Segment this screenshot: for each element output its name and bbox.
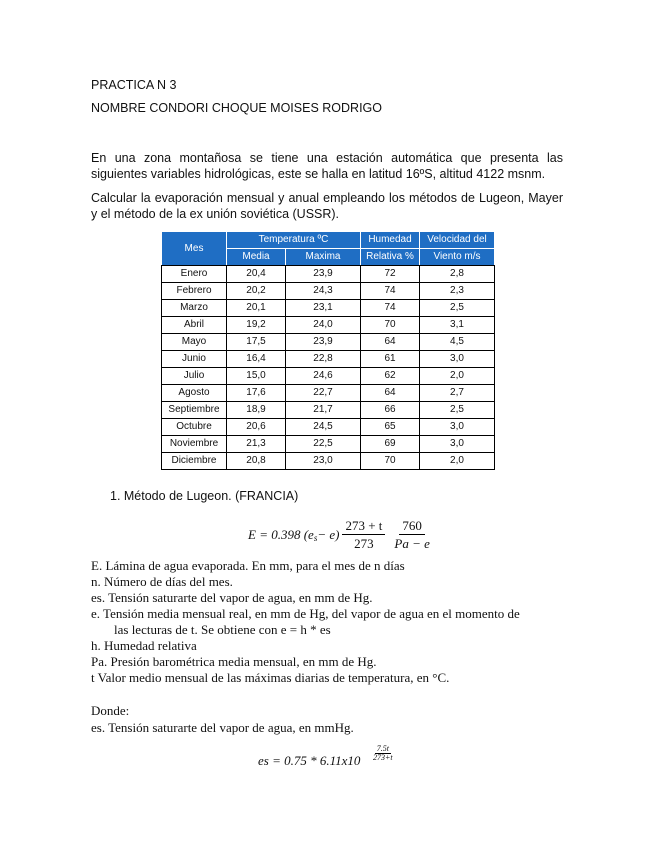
cell-humedad: 61 <box>361 351 420 368</box>
definition-n: n. Número de días del mes. <box>91 574 233 589</box>
header-temperatura: Temperatura ºC <box>227 232 361 249</box>
table-row <box>162 300 495 317</box>
cell-media: 17,6 <box>227 385 286 402</box>
cell-maxima: 22,5 <box>286 436 361 453</box>
lugeon-formula <box>248 517 436 552</box>
definition-es: es. Tensión saturarte del vapor de agua, en mm de Hg. <box>91 590 373 605</box>
header-media: Media <box>227 249 286 266</box>
cell-humedad: 69 <box>361 436 420 453</box>
exponent-denominator: 273+t <box>373 753 393 762</box>
cell-humedad: 64 <box>361 334 420 351</box>
cell-humedad: 62 <box>361 368 420 385</box>
cell-humedad: 70 <box>361 317 420 334</box>
cell-viento: 2,5 <box>420 300 495 317</box>
fraction-1-numerator: 273 + t <box>342 517 385 535</box>
cell-viento: 2,7 <box>420 385 495 402</box>
cell-mes: Noviembre <box>162 436 227 453</box>
cell-mes: Diciembre <box>162 453 227 470</box>
cell-viento: 2,3 <box>420 283 495 300</box>
cell-maxima: 21,7 <box>286 402 361 419</box>
cell-viento: 3,0 <box>420 436 495 453</box>
cell-viento: 3,0 <box>420 419 495 436</box>
table-row <box>162 368 495 385</box>
cell-viento: 4,5 <box>420 334 495 351</box>
cell-mes: Julio <box>162 368 227 385</box>
header-velocidad: Velocidad del <box>420 232 495 249</box>
intro-paragraph-2: Calcular la evaporación mensual y anual empleando los métodos de Lugeon, Mayer y el método de la ex unión soviética (USSR). <box>91 191 563 221</box>
cell-maxima: 23,0 <box>286 453 361 470</box>
cell-maxima: 23,9 <box>286 266 361 283</box>
cell-media: 20,6 <box>227 419 286 436</box>
cell-mes: Junio <box>162 351 227 368</box>
formula-subscript: s <box>313 532 318 543</box>
header-maxima: Maxima <box>286 249 361 266</box>
cell-mes: Octubre <box>162 419 227 436</box>
definition-t: t Valor medio mensual de las máximas diarias de temperatura, en °C. <box>91 670 450 685</box>
table-row <box>162 419 495 436</box>
table-row <box>162 266 495 283</box>
cell-mes: Septiembre <box>162 402 227 419</box>
fraction-2-numerator: 760 <box>399 517 425 535</box>
header-viento-unit: Viento m/s <box>420 249 495 266</box>
cell-viento: 2,8 <box>420 266 495 283</box>
practice-title: PRACTICA N 3 <box>91 78 177 92</box>
cell-humedad: 65 <box>361 419 420 436</box>
cell-media: 18,9 <box>227 402 286 419</box>
cell-maxima: 23,1 <box>286 300 361 317</box>
formula-lhs: E = 0.398 (e <box>248 526 314 542</box>
table-row <box>162 334 495 351</box>
definition-e: e. Tensión media mensual real, en mm de Hg, del vapor de agua en el momento de <box>91 606 520 621</box>
cell-viento: 2,5 <box>420 402 495 419</box>
cell-maxima: 24,5 <box>286 419 361 436</box>
cell-humedad: 66 <box>361 402 420 419</box>
header-humedad-unit: Relativa % <box>361 249 420 266</box>
cell-mes: Abril <box>162 317 227 334</box>
cell-maxima: 24,0 <box>286 317 361 334</box>
table-row <box>162 283 495 300</box>
method-heading: 1. Método de Lugeon. (FRANCIA) <box>110 489 299 503</box>
cell-mes: Agosto <box>162 385 227 402</box>
student-name: NOMBRE CONDORI CHOQUE MOISES RODRIGO <box>91 101 382 115</box>
cell-media: 15,0 <box>227 368 286 385</box>
cell-media: 19,2 <box>227 317 286 334</box>
formula2-base: es = 0.75 * 6.11x10 <box>258 753 361 768</box>
cell-media: 20,8 <box>227 453 286 470</box>
cell-media: 20,2 <box>227 283 286 300</box>
climate-data-table <box>161 231 495 470</box>
cell-media: 16,4 <box>227 351 286 368</box>
cell-viento: 3,0 <box>420 351 495 368</box>
formula-rest: − e) <box>317 526 340 542</box>
cell-viento: 2,0 <box>420 453 495 470</box>
cell-humedad: 74 <box>361 300 420 317</box>
donde-label: Donde: <box>91 703 130 718</box>
cell-mes: Febrero <box>162 283 227 300</box>
table-row <box>162 436 495 453</box>
cell-viento: 3,1 <box>420 317 495 334</box>
table-row <box>162 385 495 402</box>
cell-media: 20,4 <box>227 266 286 283</box>
cell-humedad: 74 <box>361 283 420 300</box>
cell-mes: Enero <box>162 266 227 283</box>
definition-h: h. Humedad relativa <box>91 638 197 653</box>
table-row <box>162 317 495 334</box>
fraction-temperature <box>342 517 385 552</box>
fraction-pressure <box>391 517 432 552</box>
formula2-exponent <box>371 745 395 762</box>
cell-maxima: 24,3 <box>286 283 361 300</box>
cell-media: 21,3 <box>227 436 286 453</box>
cell-mes: Mayo <box>162 334 227 351</box>
definition-E: E. Lámina de agua evaporada. En mm, para el mes de n días <box>91 558 405 573</box>
fraction-2-denominator: Pa − e <box>394 536 430 551</box>
table-row <box>162 402 495 419</box>
cell-mes: Marzo <box>162 300 227 317</box>
definitions-list <box>91 558 571 686</box>
exponent-numerator: 7.5t <box>376 744 389 753</box>
cell-humedad: 70 <box>361 453 420 470</box>
donde-es-definition: es. Tensión saturarte del vapor de agua, en mmHg. <box>91 720 354 735</box>
cell-viento: 2,0 <box>420 368 495 385</box>
table-row <box>162 453 495 470</box>
definition-Pa: Pa. Presión barométrica media mensual, en mm de Hg. <box>91 654 377 669</box>
header-mes: Mes <box>162 232 227 266</box>
cell-humedad: 64 <box>361 385 420 402</box>
cell-maxima: 23,9 <box>286 334 361 351</box>
header-humedad: Humedad <box>361 232 420 249</box>
fraction-1-denominator: 273 <box>354 536 374 551</box>
cell-media: 20,1 <box>227 300 286 317</box>
cell-maxima: 22,8 <box>286 351 361 368</box>
cell-maxima: 22,7 <box>286 385 361 402</box>
definition-e-continued: las lecturas de t. Se obtiene con e = h * es <box>114 622 331 637</box>
intro-paragraph-1: En una zona montañosa se tiene una estación automática que presenta las siguientes variables hidrológicas, este se halla en latitud 16ºS, altitud 4122 msnm. <box>91 151 563 181</box>
cell-media: 17,5 <box>227 334 286 351</box>
cell-humedad: 72 <box>361 266 420 283</box>
cell-maxima: 24,6 <box>286 368 361 385</box>
table-row <box>162 351 495 368</box>
